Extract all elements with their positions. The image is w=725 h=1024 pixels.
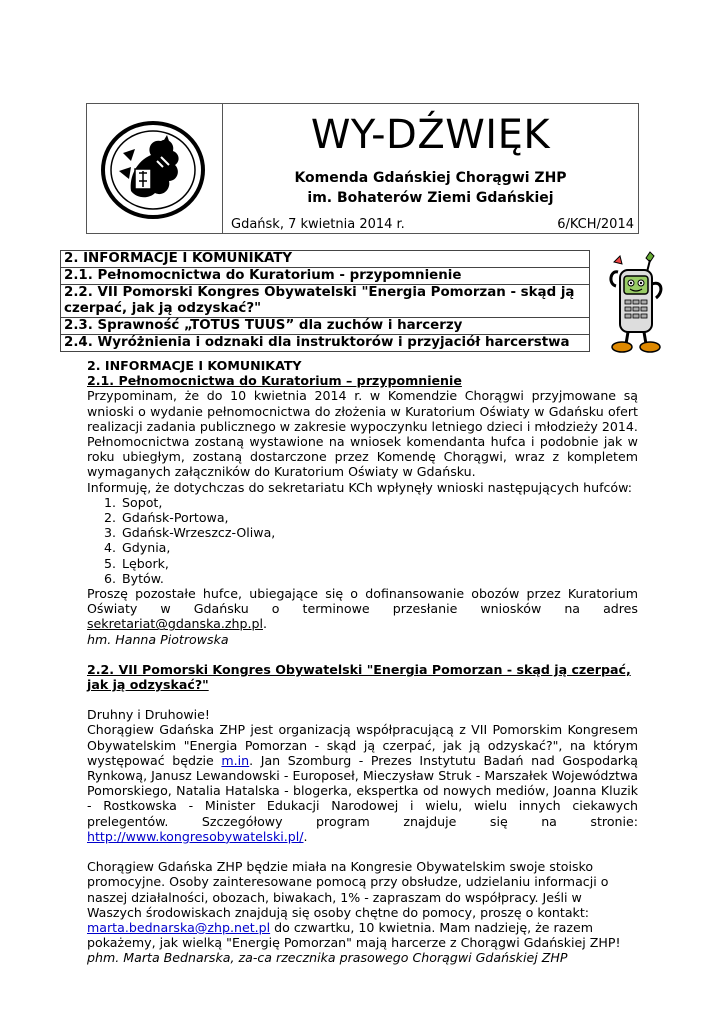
website-link[interactable]: http://www.kongresobywatelski.pl/ <box>87 828 304 844</box>
list-item: 2. Gdańsk-Portowa, <box>120 510 638 525</box>
paragraph-text: Proszę pozostałe hufce, ubiegające się o dofinansowanie obozów przez Kuratorium Oświaty w Gdańsku o terminowe przesłanie wniosków na adres <box>87 586 638 617</box>
list-item: 3. Gdańsk-Wrzeszcz-Oliwa, <box>120 525 638 540</box>
organization-patron: im. Bohaterów Ziemi Gdańskiej <box>307 190 554 206</box>
paragraph-text: Chorągiew Gdańska ZHP będzie miała na Kongresie Obywatelskim swoje stoisko promocyjne. Osoby zainteresowane pomocą przy obsłudze, udzielaniu informacji o naszej działalności, obozach, biwakach, 1% - zapraszam do współpracy. Jeśli w Waszych środowiskach znajdują się osoby chętne do pomocy, proszę o kontakt: <box>87 859 609 920</box>
newsletter-title: WY-DŹWIĘK <box>310 112 551 158</box>
paragraph-text: . Jan Szomburg - Prezes Instytutu Badań nad Gospodarką Rynkową, Janusz Lewandowski - Europoseł, Mieczysław Struk - Marszałek Województwa Pomorskiego, Natalia Hatalska - blogerka, ekspertka od nowych mediów, Joanna Kluzik - Rostkowska - Minister Edukacji Narodowej i wielu, wielu innych ciekawych prelegentów. Szczegółowy program znajduje się na stronie: <box>87 752 638 829</box>
list-item: 1. Sopot, <box>120 495 638 510</box>
toc-item[interactable]: 2.1. Pełnomocnictwa do Kuratorium - przypomnienie <box>61 268 590 285</box>
paragraph-text: do czwartku, 10 kwietnia. Mam nadzieję, że razem pokażemy, jak wielką "Energię Pomorzan" mają harcerze z Chorągwi Gdańskiej ZHP! <box>87 919 621 951</box>
paragraph: Informuję, że dotychczas do sekretariatu KCh wpłynęły wnioski następujących hufców: <box>87 479 632 495</box>
paragraph: Przypominam, że do 10 kwietnia 2014 r. w Komendzie Chorągwi przyjmowane są wnioski o wydanie pełnomocnictwa do złożenia w Kuratorium Oświaty w Gdańsku ofert realizacji zadania publicznego w zakresie wypoczynku letniego dzieci i młodzieży 2014. <box>87 388 638 434</box>
list-item: 5. Lębork, <box>120 556 638 571</box>
email-link[interactable]: marta.bednarska@zhp.net.pl <box>87 919 271 935</box>
issue-number: 6/KCH/2014 <box>557 217 634 232</box>
paragraph <box>87 859 638 950</box>
issue-date: Gdańsk, 7 kwietnia 2014 r. <box>231 217 405 232</box>
toc-item[interactable]: 2.4. Wyróżnienia i odznaki dla instruktorów i przyjaciół harcerstwa <box>61 335 590 352</box>
subsection-heading: 2.2. VII Pomorski Kongres Obywatelski "Energia Pomorzan - skąd ją czerpać, jak ją odzyskać?" <box>87 661 631 693</box>
subsection-heading: 2.1. Pełnomocnictwa do Kuratorium – przypomnienie <box>87 373 462 389</box>
email-link[interactable]: sekretariat@gdanska.zhp.pl <box>87 616 263 632</box>
paragraph: Proszę pozostałe hufce, ubiegające się o dofinansowanie obozów przez Kuratorium Oświaty w Gdańsku o terminowe przesłanie wniosków na adres sekretariat@gdanska.zhp.pl. <box>87 586 638 632</box>
inline-link[interactable]: m.in <box>221 752 250 768</box>
toc-item[interactable]: 2.2. VII Pomorski Kongres Obywatelski "Energia Pomorzan - skąd ją czerpać, jak ją odzyskać?" <box>61 285 590 318</box>
list-item: 4. Gdynia, <box>120 540 638 555</box>
header-box <box>86 103 639 234</box>
organization-name: Komenda Gdańskiej Chorągwi ZHP <box>294 170 567 186</box>
paragraph-text: Chorągiew Gdańska ZHP jest organizacją współpracującą z VII Pomorskim Kongresem Obywatelskim "Energia Pomorzan - skąd ją czerpać, jak ją odzyskać?", na którym występować będzie <box>87 722 638 768</box>
phone-mascot-icon <box>606 250 666 354</box>
article-body <box>87 358 638 966</box>
list-item: 6. Bytów. <box>120 571 638 586</box>
hufce-list <box>87 495 638 586</box>
table-of-contents <box>60 250 590 352</box>
greeting: Druhny i Druhowie! <box>87 707 210 723</box>
signature: phm. Marta Bednarska, za-ca rzecznika prasowego Chorągwi Gdańskiej ZHP <box>87 950 568 966</box>
griffin-crest-icon <box>101 121 205 219</box>
section-heading: 2. INFORMACJE I KOMUNIKATY <box>87 358 302 373</box>
paragraph: Pełnomocnictwa zostaną wystawione na wniosek komendanta hufca i podobnie jak w roku ubiegłym, zostaną dostarczone przez Komendę Chorągwi, wraz z kompletem wymaganych załączników do Kuratorium Oświaty w Gdańsku. <box>87 434 638 480</box>
signature: hm. Hanna Piotrowska <box>87 631 229 647</box>
paragraph: Chorągiew Gdańska ZHP jest organizacją współpracującą z VII Pomorskim Kongresem Obywatelskim "Energia Pomorzan - skąd ją czerpać, jak ją odzyskać?", na którym występować będzie m.in. Jan Szomburg - Prezes Instytutu Badań nad Gospodarką Rynkową, Janusz Lewandowski - Europoseł, Mieczysław Struk - Marszałek Województwa Pomorskiego, Natalia Hatalska - blogerka, ekspertka od nowych mediów, Joanna Kluzik - Rostkowska - Minister Edukacji Narodowej i wielu, wielu innych ciekawych prelegentów. Szczegółowy program znajduje się na stronie: http://www.kongresobywatelski.pl/. <box>87 722 638 844</box>
toc-item[interactable]: 2. INFORMACJE I KOMUNIKATY <box>61 251 590 268</box>
toc-item[interactable]: 2.3. Sprawność „TOTUS TUUS” dla zuchów i harcerzy <box>61 318 590 335</box>
